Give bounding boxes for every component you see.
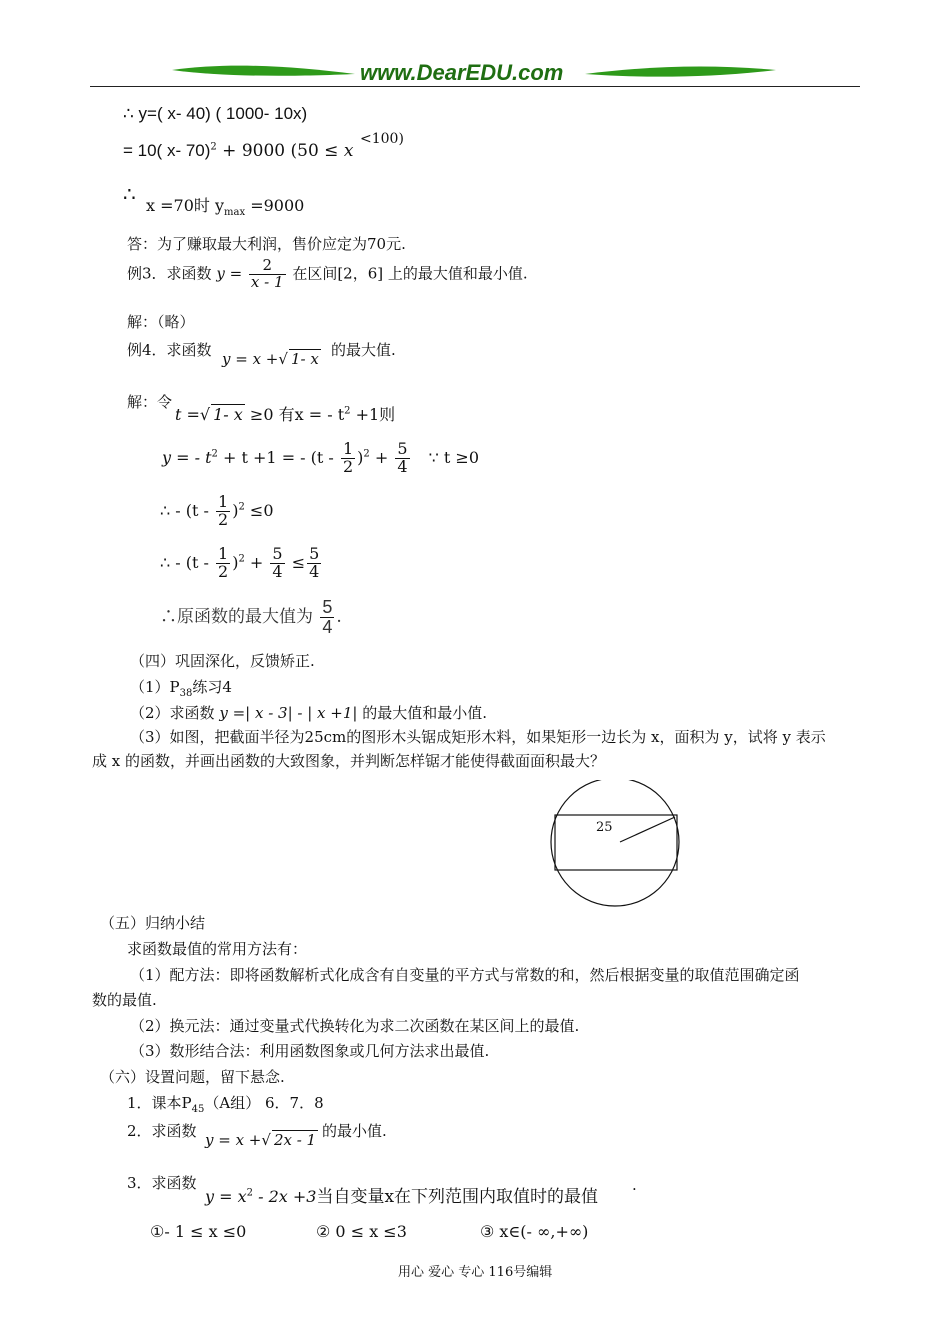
ex4-radicand: 1- x bbox=[290, 350, 319, 368]
line-2 bbox=[123, 141, 353, 161]
practice-3-line-2: 成 x 的函数，并画出函数的大致图象，并判断怎样锯才能使得截面面积最大？ bbox=[92, 752, 605, 770]
header-rule bbox=[90, 86, 860, 87]
q3-sup: 2 bbox=[246, 1187, 254, 1199]
step3-half-num: 1 bbox=[218, 544, 229, 563]
p1-a: （1）P bbox=[130, 678, 180, 696]
sol4-ge: ≥0 bbox=[244, 405, 274, 424]
step1-fq-den: 4 bbox=[397, 456, 408, 476]
step2-sup: 2 bbox=[238, 501, 245, 513]
diagram-label: 25 bbox=[596, 820, 613, 835]
question-3: 3．求函数 bbox=[127, 1174, 197, 1192]
step1-half bbox=[341, 441, 355, 476]
step2-c: ≤0 bbox=[244, 500, 274, 520]
step3-c: + bbox=[244, 552, 264, 572]
step1-b: + t +1 = - (t - bbox=[217, 447, 334, 467]
step3-fq1-den: 4 bbox=[272, 561, 283, 581]
q3-y: y = x bbox=[205, 1187, 247, 1206]
method-3: （3）数形结合法：利用函数图象或几何方法求出最值. bbox=[130, 1042, 490, 1060]
diagram-radius bbox=[620, 817, 675, 842]
line-1: ∴ y=( x- 40) ( 1000- 10x) bbox=[123, 104, 308, 123]
ex3-y: y = bbox=[216, 264, 243, 283]
step1-half-den: 2 bbox=[342, 456, 354, 476]
line-3-sub: max bbox=[224, 207, 246, 219]
ex3-text: 在区间[2，6] 上的最大值和最小值. bbox=[292, 264, 528, 283]
question-3-dot: . bbox=[632, 1176, 637, 1194]
step3-half bbox=[216, 546, 230, 581]
step4-b: . bbox=[336, 606, 342, 627]
step-1 bbox=[162, 441, 479, 476]
step1-sup1: 2 bbox=[211, 448, 218, 460]
line-3-therefore: ∴ bbox=[123, 182, 136, 206]
step1-a: y = - t bbox=[162, 447, 212, 467]
circle-rectangle-diagram bbox=[548, 780, 688, 910]
solution-omit: 解：（略） bbox=[127, 313, 195, 331]
step1-sup2: 2 bbox=[363, 448, 370, 460]
section-6-heading: （六）设置问题，留下悬念. bbox=[100, 1068, 285, 1086]
step-2 bbox=[160, 494, 274, 529]
step3-half-den: 2 bbox=[218, 561, 229, 581]
step2-half bbox=[216, 494, 230, 529]
question-3-formula bbox=[205, 1182, 598, 1207]
page-footer: 用心 爱心 专心 116号编辑 bbox=[398, 1265, 553, 1280]
sol4-root: √ 1- x bbox=[199, 405, 243, 424]
answer-line: 答：为了赚取最大利润，售价应定为70元. bbox=[127, 235, 406, 253]
diagram-svg bbox=[548, 780, 688, 910]
method-2: （2）换元法：通过变量式代换转化为求二次函数在某区间上的最值. bbox=[130, 1017, 580, 1035]
sol4-t: t = bbox=[175, 405, 200, 424]
practice-1 bbox=[130, 676, 232, 699]
diagram-rectangle bbox=[555, 815, 677, 870]
solution-4-sub bbox=[175, 402, 395, 425]
q1-b: （A组） 6．7．8 bbox=[204, 1094, 324, 1112]
sol4-then: +1则 bbox=[350, 405, 396, 424]
step2-b: ) bbox=[232, 500, 239, 520]
step1-c: ) bbox=[357, 447, 364, 467]
q3-text: 当自变量x在下列范围内取值时的最值 bbox=[316, 1187, 599, 1207]
step3-b: ) bbox=[232, 552, 239, 572]
step1-half-num: 1 bbox=[342, 439, 354, 458]
step1-five-quarters bbox=[395, 441, 409, 476]
line-2-cond: + 9000 (50 ≤ bbox=[216, 141, 339, 161]
step-4 bbox=[160, 598, 342, 637]
step1-e: ∵ t ≥0 bbox=[428, 447, 479, 467]
step3-fq1-num: 5 bbox=[272, 544, 283, 563]
ex3-fraction bbox=[249, 258, 286, 291]
step2-half-den: 2 bbox=[218, 509, 229, 529]
ex3-num: 2 bbox=[262, 256, 272, 274]
section-5-heading: （五）归纳小结 bbox=[100, 914, 206, 932]
logo-text: www.DearEDU.com bbox=[360, 60, 564, 85]
p1-sub: 38 bbox=[179, 688, 193, 699]
step1-fq-num: 5 bbox=[397, 439, 408, 458]
line-3 bbox=[146, 193, 304, 218]
sol4-have: 有x = - t bbox=[278, 405, 345, 424]
range-3: ③ x∈(- ∞,+∞) bbox=[480, 1222, 589, 1241]
step4-fraction bbox=[320, 598, 334, 637]
line-2-x: x bbox=[338, 141, 354, 161]
ex4-label: 例4．求函数 bbox=[127, 341, 212, 359]
ex4-y: y = x + bbox=[222, 350, 279, 368]
methods-intro: 求函数最值的常用方法有： bbox=[127, 940, 308, 958]
p1-b: 练习4 bbox=[192, 678, 232, 696]
header-logo bbox=[170, 58, 780, 88]
step2-half-num: 1 bbox=[218, 492, 229, 511]
step3-a: ∴ - (t - bbox=[160, 552, 209, 572]
step4-a: ∴原函数的最大值为 bbox=[160, 606, 313, 627]
q1-a: 1．课本P bbox=[127, 1094, 192, 1112]
step3-fq1 bbox=[270, 546, 284, 581]
step3-fq2-den: 4 bbox=[309, 561, 320, 581]
sol4-sup: 2 bbox=[344, 405, 351, 417]
example-4 bbox=[127, 339, 212, 360]
p2-c: 的最大值和最小值. bbox=[362, 704, 488, 722]
example-4-tail: 的最大值. bbox=[331, 341, 396, 359]
step4-den: 4 bbox=[322, 616, 333, 637]
practice-3-line-1: （3）如图，把截面半径为25cm的图形木头锯成矩形木料，如果矩形一边长为 x，面积为 y，试将 y 表示 bbox=[130, 728, 826, 746]
example-4-formula bbox=[222, 349, 321, 368]
step2-a: ∴ - (t - bbox=[160, 500, 209, 520]
question-2-formula bbox=[205, 1130, 318, 1149]
example-3 bbox=[127, 258, 528, 291]
range-1: ①- 1 ≤ x ≤0 bbox=[150, 1222, 247, 1241]
section-4-heading: （四）巩固深化，反馈矫正. bbox=[130, 652, 315, 670]
step-3 bbox=[160, 546, 323, 581]
diagram-circle bbox=[551, 780, 679, 906]
ex3-den: x - 1 bbox=[250, 272, 284, 291]
step3-sup: 2 bbox=[238, 553, 245, 565]
ex4-root: √ 1- x bbox=[278, 350, 319, 368]
line-3-expr: x =70时 y bbox=[146, 196, 225, 215]
sol4-radicand: 1- x bbox=[213, 405, 243, 424]
practice-2 bbox=[130, 702, 487, 723]
p2-formula: y =| x - 3| - | x +1| bbox=[219, 704, 358, 722]
step3-d: ≤ bbox=[286, 552, 306, 572]
q2-y: y = x + bbox=[205, 1131, 262, 1149]
step3-fq2-num: 5 bbox=[309, 544, 320, 563]
method-1-line-1: （1）配方法：即将函数解析式化成含有自变量的平方式与常数的和，然后根据变量的取值范围确定函 bbox=[130, 966, 800, 984]
method-1-line-2: 数的最值. bbox=[92, 991, 157, 1009]
step3-fq2 bbox=[307, 546, 321, 581]
range-2: ② 0 ≤ x ≤3 bbox=[316, 1222, 407, 1241]
question-1 bbox=[127, 1092, 324, 1115]
question-2-tail: 的最小值. bbox=[322, 1122, 387, 1140]
line-3-value: =9000 bbox=[245, 196, 305, 215]
solution-4-label: 解：令 bbox=[127, 393, 173, 411]
question-2: 2．求函数 bbox=[127, 1122, 197, 1140]
step4-num: 5 bbox=[322, 597, 333, 617]
step1-d: + bbox=[369, 447, 389, 467]
p2-a: （2）求函数 bbox=[130, 704, 215, 722]
q2-root: √ 2x - 1 bbox=[261, 1131, 317, 1149]
line-2-sup: 2 bbox=[210, 141, 217, 153]
ex3-label: 例3．求函数 bbox=[127, 264, 212, 283]
line-2-limit: <100) bbox=[360, 131, 404, 147]
q2-radicand: 2x - 1 bbox=[273, 1131, 317, 1149]
q1-sub: 45 bbox=[191, 1104, 205, 1115]
line-2-expr: = 10( x- 70) bbox=[123, 141, 211, 160]
q3-rest: - 2x +3 bbox=[253, 1187, 317, 1206]
